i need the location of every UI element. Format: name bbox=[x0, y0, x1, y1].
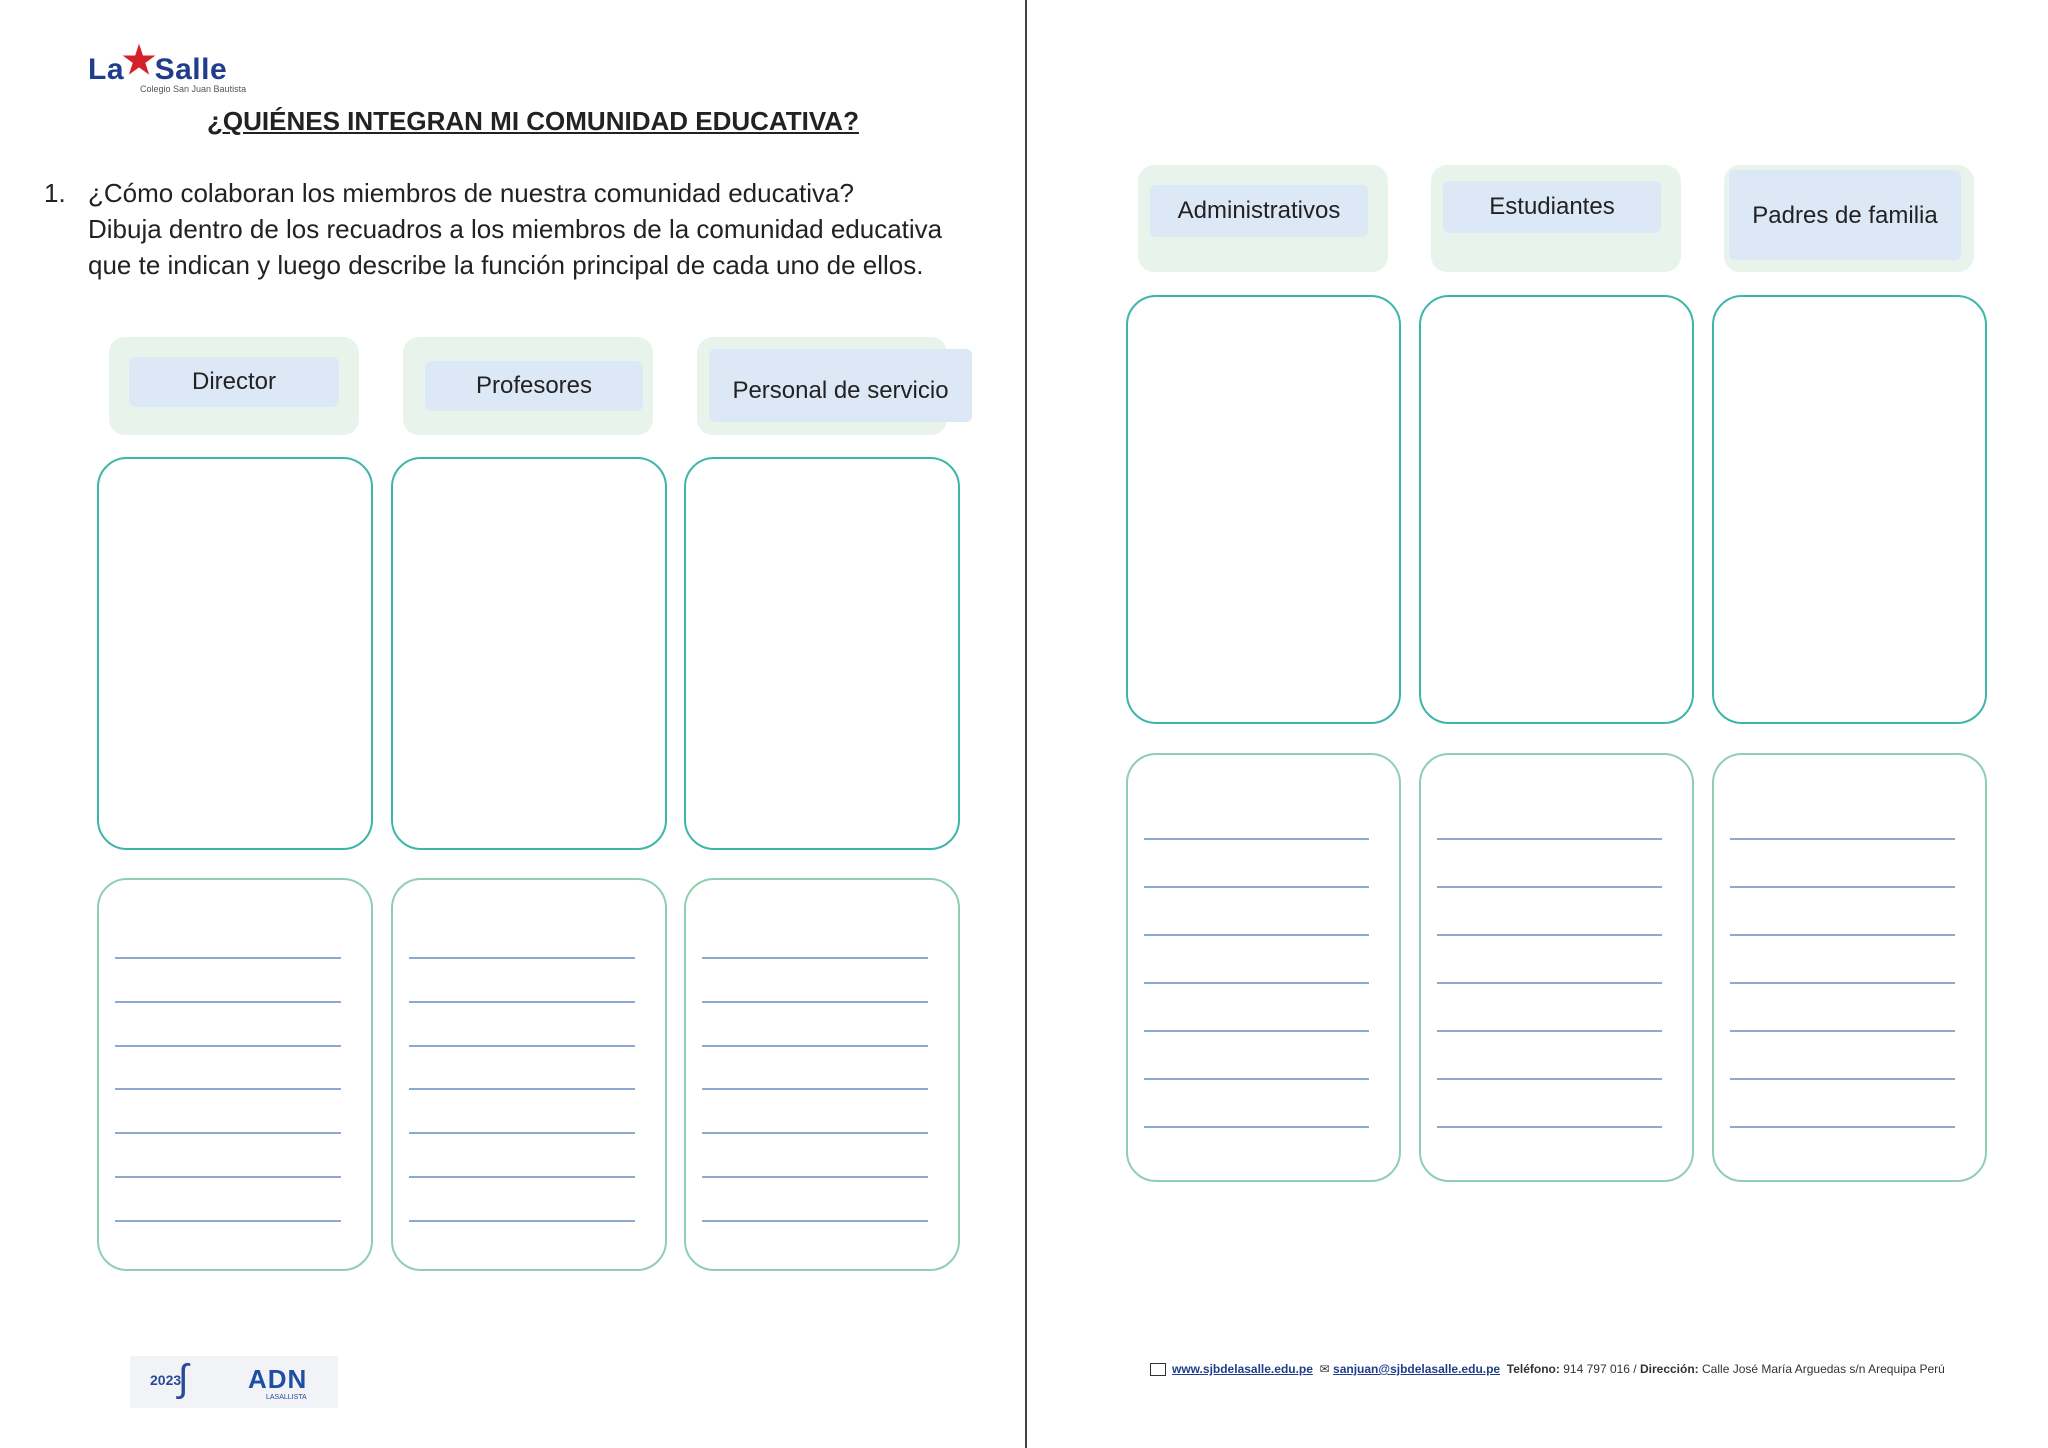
label-director: Director bbox=[129, 357, 339, 407]
writing-box-profesores[interactable] bbox=[391, 878, 667, 1271]
label-card-profesores bbox=[403, 337, 653, 435]
logo-year: 2023 bbox=[150, 1372, 182, 1388]
label-card-director bbox=[109, 337, 359, 435]
question-line-3: que te indican y luego describe la función principal de cada uno de ellos. bbox=[88, 250, 924, 280]
web-icon bbox=[1150, 1363, 1166, 1376]
footer-address: Calle José María Arguedas s/n Arequipa Perú bbox=[1702, 1362, 1945, 1376]
label-card-personal-servicio bbox=[697, 337, 947, 435]
footer-contact: www.sjbdelasalle.edu.pe ✉ sanjuan@sjbdelasalle.edu.pe Teléfono: 914 797 016 / Dirección: Calle José María Arguedas s/n Arequipa Perú bbox=[1150, 1362, 1945, 1376]
writing-box-padres[interactable] bbox=[1712, 753, 1987, 1182]
footer-phone-label: Teléfono: bbox=[1506, 1362, 1560, 1376]
question-number: 1. bbox=[44, 178, 66, 208]
label-card-administrativos bbox=[1138, 165, 1388, 272]
logo-text-salle: Salle bbox=[154, 53, 228, 86]
footer-email-link[interactable]: sanjuan@sjbdelasalle.edu.pe bbox=[1333, 1362, 1501, 1376]
logo-adn-sub: LASALLISTA bbox=[266, 1394, 307, 1401]
logo-text-la: La bbox=[88, 53, 125, 86]
drawing-box-estudiantes[interactable] bbox=[1419, 295, 1694, 724]
email-icon: ✉ bbox=[1319, 1362, 1330, 1376]
label-estudiantes: Estudiantes bbox=[1443, 181, 1661, 233]
writing-box-administrativos[interactable] bbox=[1126, 753, 1401, 1182]
logo-adn-text: ADN bbox=[248, 1364, 308, 1394]
footer-phone: 914 797 016 bbox=[1563, 1362, 1630, 1376]
drawing-box-personal-servicio[interactable] bbox=[684, 457, 960, 850]
question-line-1: ¿Cómo colaboran los miembros de nuestra comunidad educativa? bbox=[88, 178, 854, 208]
page-title: ¿QUIÉNES INTEGRAN MI COMUNIDAD EDUCATIVA? bbox=[207, 106, 859, 136]
drawing-box-profesores[interactable] bbox=[391, 457, 667, 850]
page-divider bbox=[1025, 0, 1027, 1448]
question-line-2: Dibuja dentro de los recuadros a los miembros de la comunidad educativa bbox=[88, 214, 943, 244]
drawing-box-administrativos[interactable] bbox=[1126, 295, 1401, 724]
drawing-box-padres[interactable] bbox=[1712, 295, 1987, 724]
drawing-box-director[interactable] bbox=[97, 457, 373, 850]
label-profesores: Profesores bbox=[425, 361, 643, 411]
writing-box-estudiantes[interactable] bbox=[1419, 753, 1694, 1182]
star-icon: ★ bbox=[122, 40, 157, 82]
adn-lasallista-logo bbox=[130, 1356, 338, 1408]
writing-box-director[interactable] bbox=[97, 878, 373, 1271]
label-padres-de-familia: Padres de familia bbox=[1729, 170, 1961, 260]
label-administrativos: Administrativos bbox=[1150, 185, 1368, 237]
logo-subtitle: Colegio San Juan Bautista bbox=[140, 84, 247, 94]
label-card-padres bbox=[1724, 165, 1974, 272]
writing-box-personal-servicio[interactable] bbox=[684, 878, 960, 1271]
la-salle-logo bbox=[88, 34, 288, 96]
dna-helix-icon: ∫ bbox=[178, 1358, 189, 1400]
label-personal-de-servicio: Personal de servicio bbox=[709, 349, 972, 422]
label-card-estudiantes bbox=[1431, 165, 1681, 272]
footer-website-link[interactable]: www.sjbdelasalle.edu.pe bbox=[1172, 1362, 1313, 1376]
footer-address-label: Dirección: bbox=[1639, 1362, 1699, 1376]
